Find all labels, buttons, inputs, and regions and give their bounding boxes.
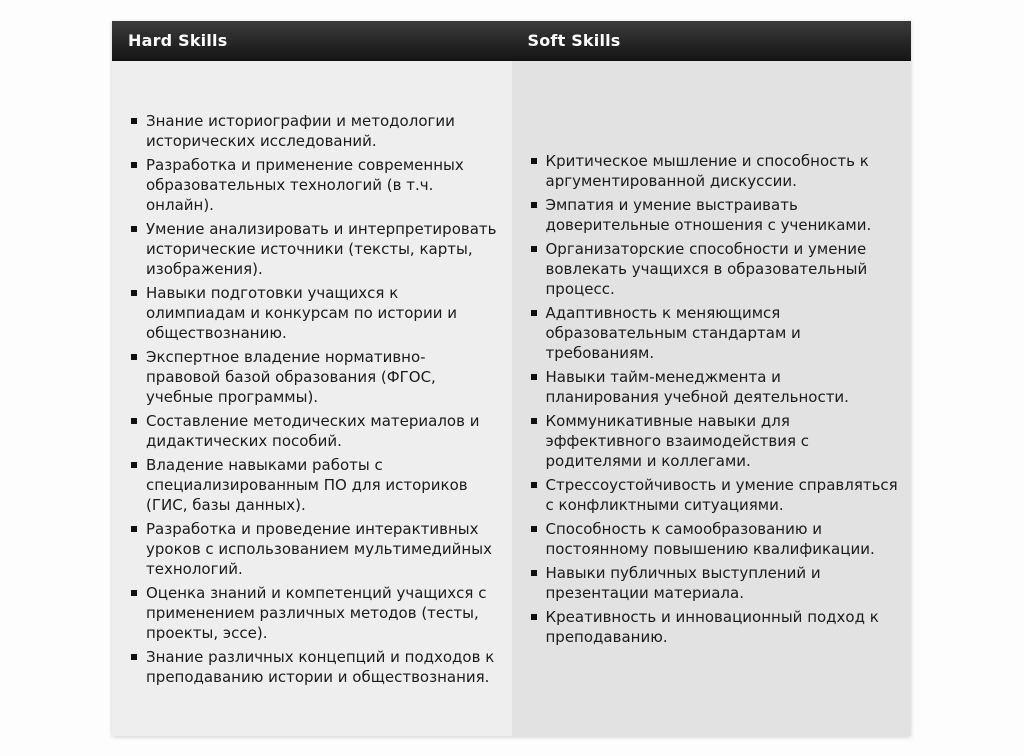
list-item: Знание историографии и методологии исторических исследований.	[131, 111, 500, 151]
skills-table	[112, 21, 911, 736]
list-item: Умение анализировать и интерпретировать исторические источники (тексты, карты, изображения).	[131, 219, 500, 279]
list-item: Коммуникативные навыки для эффективного взаимодействия с родителями и коллегами.	[531, 411, 900, 471]
soft-skills-header	[512, 21, 912, 60]
list-item: Экспертное владение нормативно-правовой базой образования (ФГОС, учебные программы).	[131, 347, 500, 407]
list-item: Организаторские способности и умение вовлекать учащихся в образовательный процесс.	[531, 239, 900, 299]
list-item: Навыки тайм-менеджмента и планирования учебной деятельности.	[531, 367, 900, 407]
hard-skills-list	[131, 111, 500, 687]
list-item: Разработка и применение современных образовательных технологий (в т.ч. онлайн).	[131, 155, 500, 215]
list-item: Эмпатия и умение выстраивать доверительные отношения с учениками.	[531, 195, 900, 235]
table-body-row	[112, 61, 911, 736]
list-item: Составление методических материалов и дидактических пособий.	[131, 411, 500, 451]
soft-skills-list	[531, 151, 900, 647]
table-header-row	[112, 21, 911, 61]
list-item: Владение навыками работы с специализированным ПО для историков (ГИС, базы данных).	[131, 455, 500, 515]
soft-skills-header-label: Soft Skills	[527, 31, 621, 50]
list-item: Навыки подготовки учащихся к олимпиадам и конкурсам по истории и обществознанию.	[131, 283, 500, 343]
list-item: Оценка знаний и компетенций учащихся с применением различных методов (тесты, проекты, эссе).	[131, 583, 500, 643]
soft-skills-cell	[512, 61, 912, 736]
list-item: Стрессоустойчивость и умение справляться с конфликтными ситуациями.	[531, 475, 900, 515]
list-item: Адаптивность к меняющимся образовательным стандартам и требованиям.	[531, 303, 900, 363]
hard-skills-cell	[112, 61, 512, 736]
list-item: Критическое мышление и способность к аргументированной дискуссии.	[531, 151, 900, 191]
list-item: Навыки публичных выступлений и презентации материала.	[531, 563, 900, 603]
list-item: Разработка и проведение интерактивных уроков с использованием мультимедийных технологий.	[131, 519, 500, 579]
list-item: Способность к самообразованию и постоянному повышению квалификации.	[531, 519, 900, 559]
list-item: Знание различных концепций и подходов к преподаванию истории и обществознания.	[131, 647, 500, 687]
hard-skills-header	[112, 21, 512, 60]
list-item: Креативность и инновационный подход к преподаванию.	[531, 607, 900, 647]
hard-skills-header-label: Hard Skills	[128, 31, 228, 50]
